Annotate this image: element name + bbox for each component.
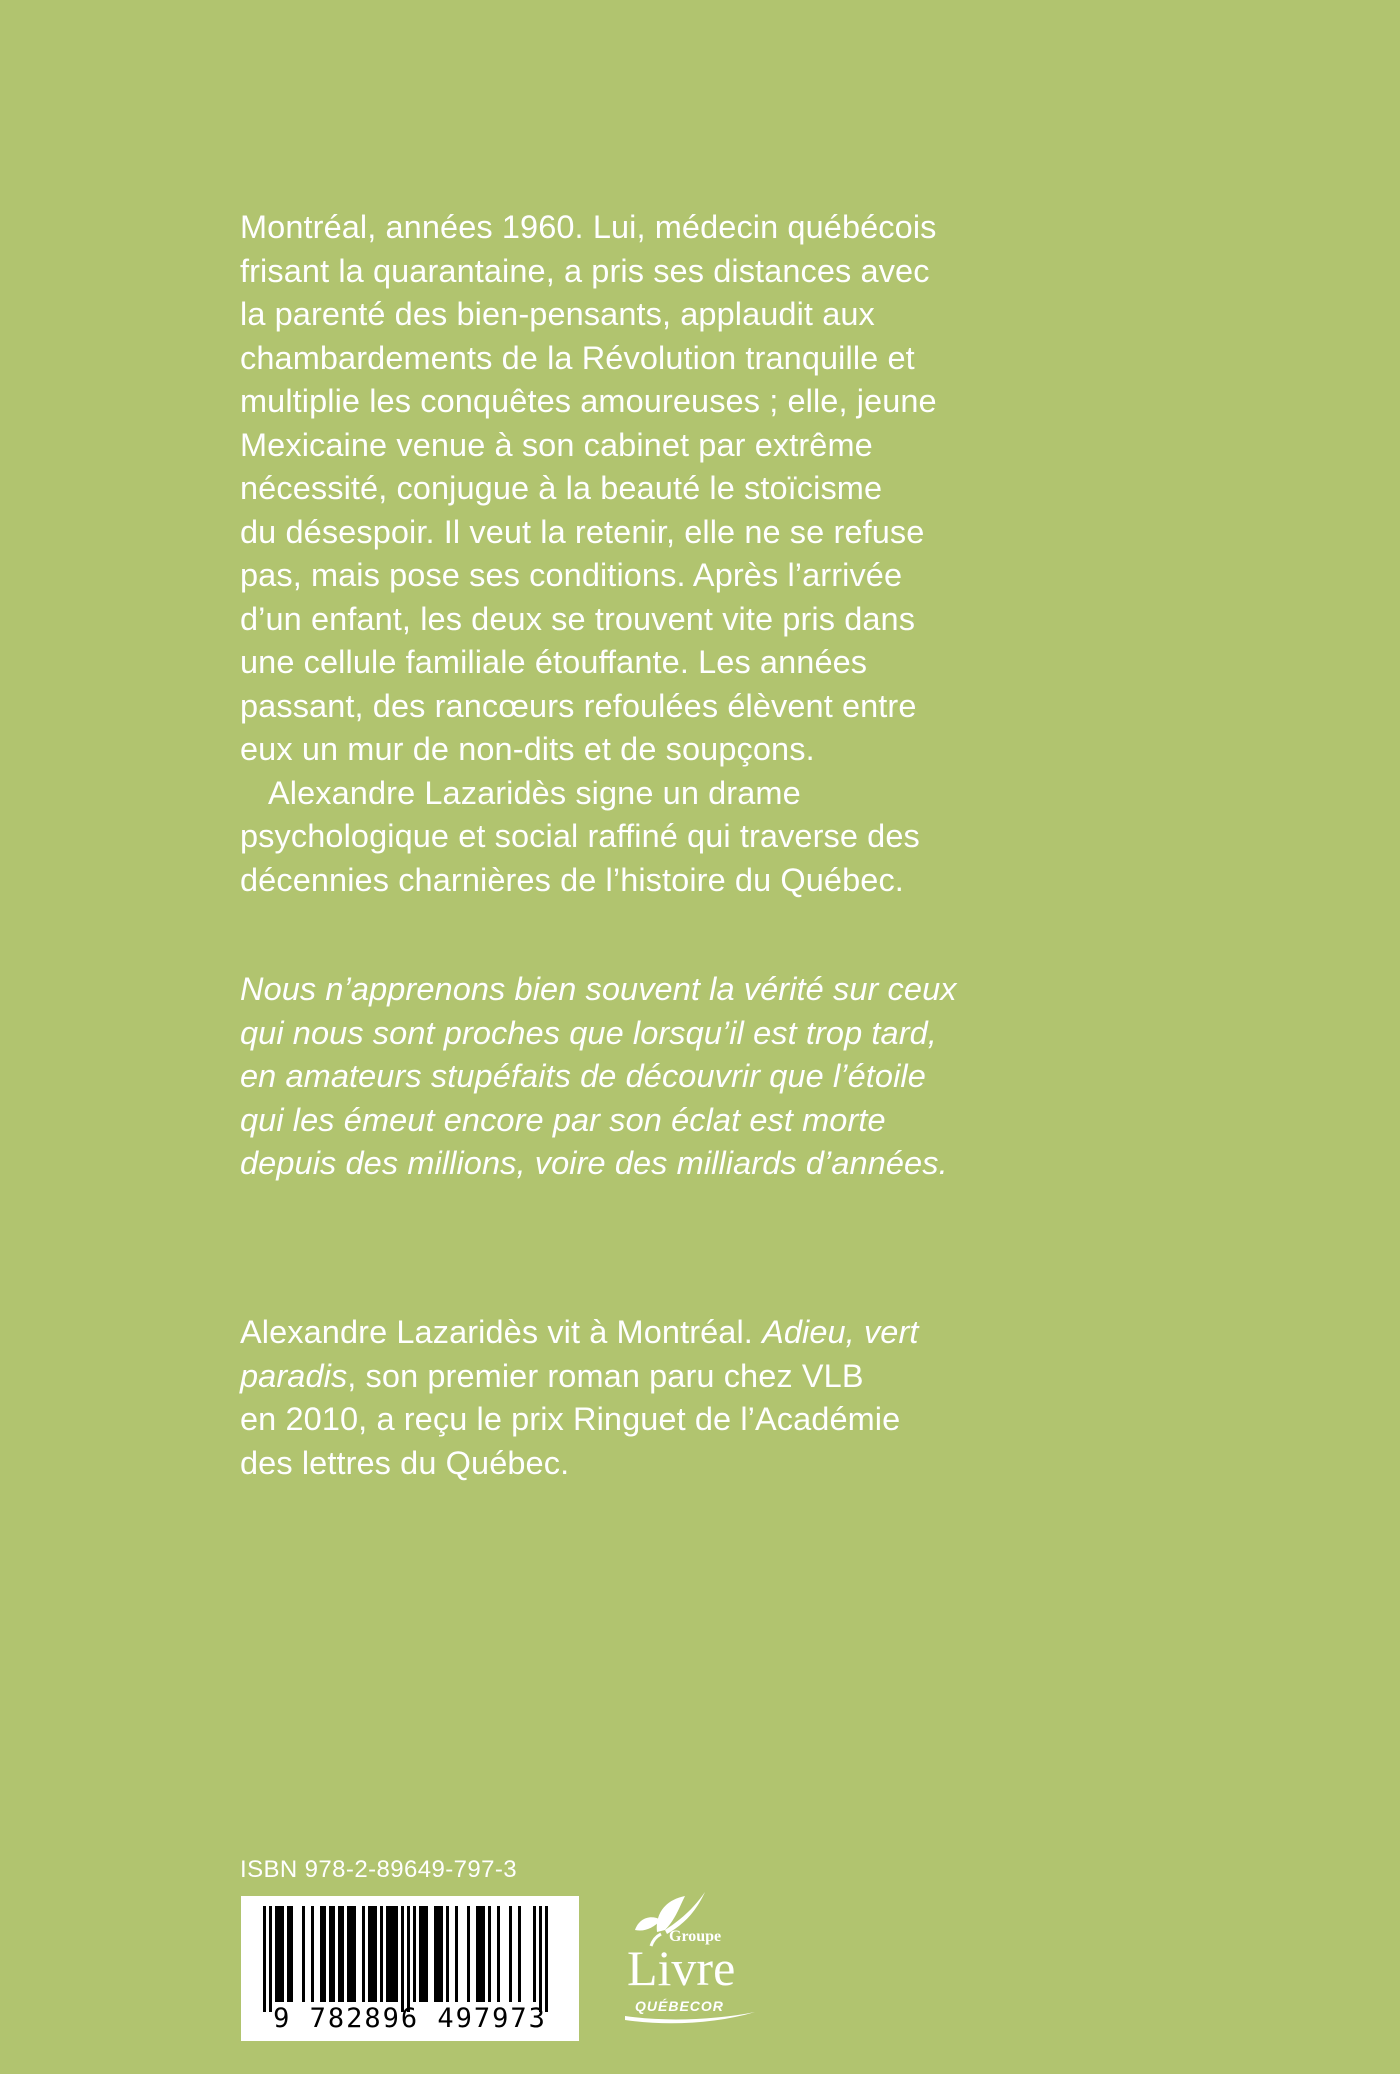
barcode-bar xyxy=(419,1906,422,2002)
barcode-bar xyxy=(287,1906,290,2002)
barcode-bar xyxy=(539,1906,542,2012)
bio-line xyxy=(240,1355,1240,1399)
quote-line: Nous n’apprenons bien souvent la vérité sur ceux xyxy=(240,971,957,1007)
barcode-bar xyxy=(425,1906,428,2002)
synopsis-line: frisant la quarantaine, a pris ses distances avec xyxy=(240,252,930,289)
barcode-bar xyxy=(434,1906,437,2002)
synopsis-line: d’un enfant, les deux se trouvent vite pris dans xyxy=(240,600,916,637)
barcode-bar xyxy=(362,1906,365,2002)
synopsis-line: nécessité, conjugue à la beauté le stoïcisme xyxy=(240,470,883,506)
synopsis-line: eux un mur de non-dits et de soupçons. xyxy=(240,731,815,767)
barcode-bar xyxy=(353,1906,356,2002)
barcode-bar xyxy=(482,1906,485,2002)
barcode-bar xyxy=(413,1906,416,2002)
barcode-bar xyxy=(533,1906,536,2002)
quote-line: en amateurs stupéfaits de découvrir que l’étoile xyxy=(240,1058,926,1094)
quote-line: qui les émeut encore par son éclat est morte xyxy=(240,1101,886,1138)
barcode-bar xyxy=(338,1906,341,2002)
barcode-bar xyxy=(446,1906,449,2002)
synopsis-line: multiplie les conquêtes amoureuses ; elle, jeune xyxy=(240,383,937,419)
barcode-bar xyxy=(545,1906,548,2012)
barcode-bar xyxy=(497,1906,500,2002)
synopsis-line: Mexicaine venue à son cabinet par extrême xyxy=(240,426,873,463)
synopsis-line: une cellule familiale étouffante. Les années xyxy=(240,644,868,680)
barcode-bar xyxy=(329,1906,332,2002)
synopsis-line: Montréal, années 1960. Lui, médecin québécois xyxy=(240,209,937,245)
barcode-bar xyxy=(440,1906,443,2002)
barcode-bar xyxy=(476,1906,479,2002)
synopsis-line: psychologique et social raffiné qui traverse des xyxy=(240,818,920,854)
barcode-bar xyxy=(281,1906,284,2002)
book-title-part: paradis xyxy=(240,1357,348,1394)
barcode-bar xyxy=(320,1906,323,2002)
synopsis-line: passant, des rancœurs refoulées élèvent entre xyxy=(240,687,917,724)
bio-text: , son premier roman paru chez VLB xyxy=(347,1357,864,1394)
bio-text: Alexandre Lazaridès vit à Montréal. xyxy=(240,1314,763,1350)
synopsis-line: pas, mais pose ses conditions. Après l’arrivée xyxy=(240,557,903,593)
barcode-bar xyxy=(302,1906,305,2002)
barcode-bar xyxy=(488,1906,491,2002)
barcode-bar xyxy=(395,1906,398,2002)
barcode-bar xyxy=(341,1906,344,2002)
barcode-bar xyxy=(332,1906,335,2002)
barcode-bar xyxy=(509,1906,512,2002)
barcode-bar xyxy=(437,1906,440,2002)
barcode-bar xyxy=(422,1906,425,2002)
synopsis-line: décennies charnières de l’histoire du Québec. xyxy=(240,861,904,898)
synopsis-line: chambardements de la Révolution tranquille et xyxy=(240,339,915,376)
barcode-bar xyxy=(467,1906,470,2002)
barcode-bar xyxy=(263,1906,266,2012)
bio-line xyxy=(240,1311,1240,1355)
barcode-bar xyxy=(347,1906,350,2002)
barcode-bar xyxy=(479,1906,482,2002)
barcode-bar xyxy=(407,1906,410,2012)
publisher-logo xyxy=(595,1870,775,2045)
barcode-bar xyxy=(380,1906,383,2002)
barcode-bar xyxy=(401,1906,404,2012)
barcode-bar xyxy=(518,1906,521,2002)
quote-line: qui nous sont proches que lorsqu’il est trop tard, xyxy=(240,1014,937,1051)
synopsis-line: du désespoir. Il veut la retenir, elle ne se refuse xyxy=(240,513,925,550)
barcode-bar xyxy=(350,1906,353,2002)
author-bio xyxy=(240,1311,1240,1485)
barcode-bar xyxy=(455,1906,458,2002)
bio-line: des lettres du Québec. xyxy=(240,1444,570,1481)
barcode-bar xyxy=(392,1906,395,2002)
barcode-bar xyxy=(269,1906,272,2012)
excerpt-quote xyxy=(240,968,1240,1186)
barcode-bar xyxy=(290,1906,293,2002)
barcode-digits: 9 782896 497973 xyxy=(273,2003,547,2034)
bio-line: en 2010, a reçu le prix Ringuet de l’Académie xyxy=(240,1401,901,1437)
synopsis-line: la parenté des bien-pensants, applaudit aux xyxy=(240,296,875,332)
barcode-bar xyxy=(275,1906,278,2002)
quote-line: depuis des millions, voire des milliards d’années. xyxy=(240,1145,948,1181)
logo-quebecor-text: QUÉBECOR xyxy=(635,1998,724,2014)
book-title-part: Adieu, vert xyxy=(762,1314,919,1350)
barcode-bar xyxy=(323,1906,326,2002)
barcode-bar xyxy=(371,1906,374,2002)
logo-groupe-text: Groupe xyxy=(669,1928,722,1945)
isbn-label: ISBN 978-2-89649-797-3 xyxy=(240,1856,517,1883)
barcode-bar xyxy=(368,1906,371,2002)
logo-livre-text: Livre xyxy=(627,1940,736,1996)
barcode-bar xyxy=(389,1906,392,2002)
barcode-bar xyxy=(374,1906,377,2002)
barcode-bar xyxy=(386,1906,389,2002)
barcode xyxy=(241,1896,579,2041)
synopsis xyxy=(240,206,1240,902)
barcode-bar xyxy=(311,1906,314,2002)
barcode-bar xyxy=(278,1906,281,2002)
synopsis-line: Alexandre Lazaridès signe un drame xyxy=(268,774,801,811)
